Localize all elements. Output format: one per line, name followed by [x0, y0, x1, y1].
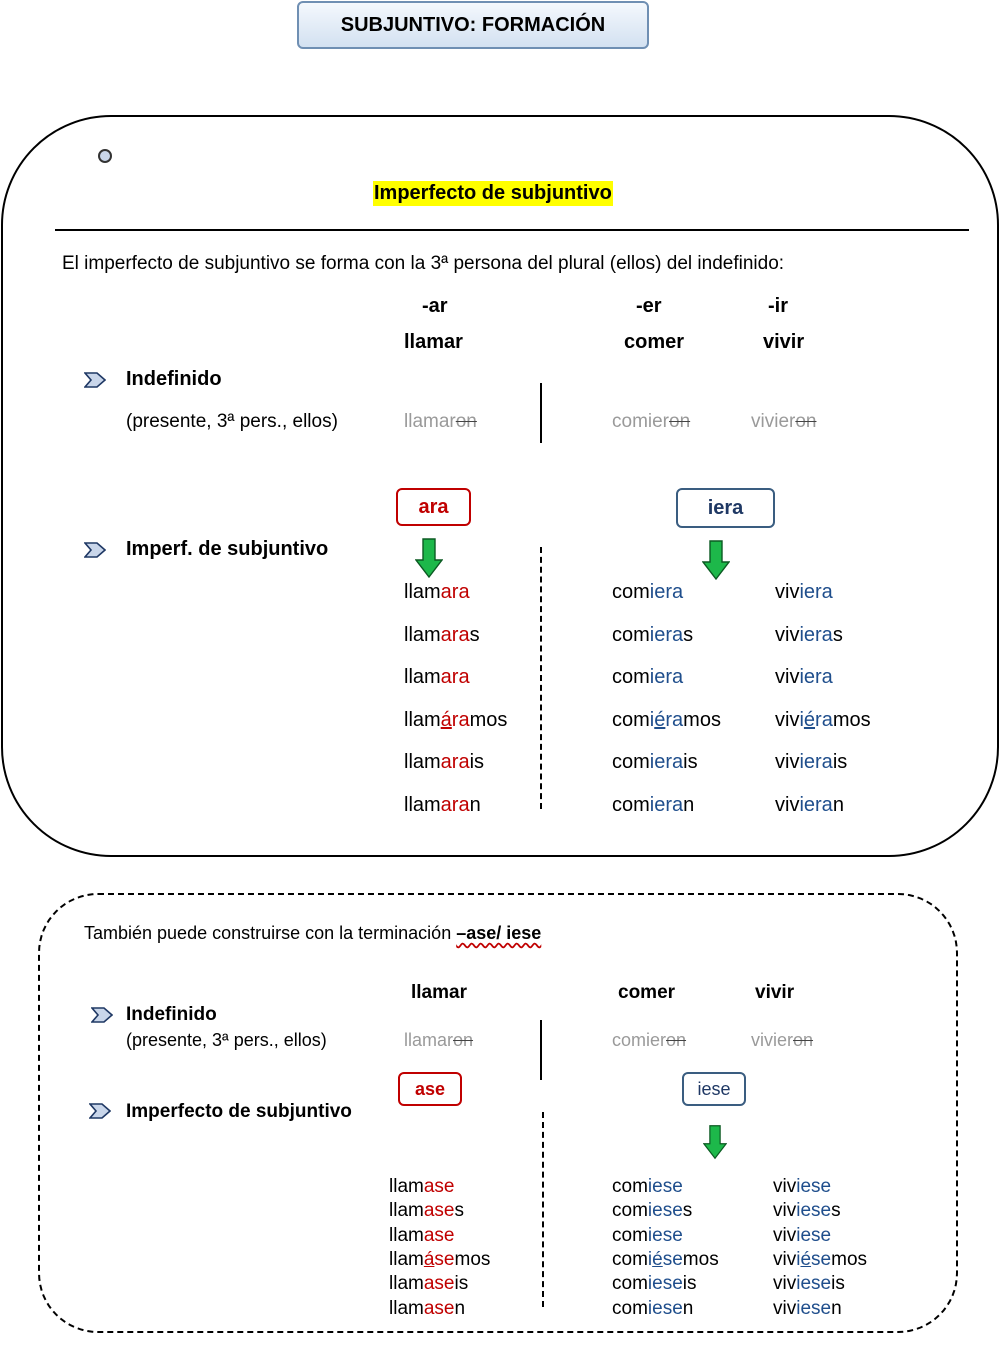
conjugation-row [612, 751, 698, 774]
col-ending-ar: -ar [422, 295, 448, 317]
conjugation-row [773, 1225, 831, 1247]
verb-ending: áse [423, 1248, 455, 1270]
verb-suffix: is [454, 1273, 469, 1295]
verb-stem: viv [773, 1176, 797, 1197]
conjugation-row [404, 709, 507, 732]
ending-box-ara: ara [396, 488, 471, 526]
verb-ending: iera [799, 751, 833, 773]
conjugation-row [775, 794, 844, 817]
arrow-down-icon [703, 1124, 727, 1160]
verb-suffix: is [831, 1273, 845, 1295]
conjugation-row [612, 624, 693, 647]
verb-stem: llam [404, 623, 441, 646]
verb-ending: iése [647, 1248, 683, 1270]
verb-ending: iese [796, 1273, 832, 1295]
verb-ending: iéra [799, 708, 833, 731]
verb-stem: llam [404, 751, 441, 773]
intro-text: El imperfecto de subjuntivo se forma con la 3ª persona del plural (ellos) del indefinido: [62, 253, 785, 274]
verb-ending: ase [423, 1200, 455, 1222]
verb-ending: iese [647, 1224, 683, 1246]
verb-stem: com [612, 623, 650, 646]
conjugation-row [775, 581, 833, 604]
arrow-down-icon [415, 538, 443, 578]
conjugation-row [612, 581, 683, 604]
verb-suffix: mos [683, 708, 721, 731]
verb-stem: llam [389, 1176, 424, 1197]
verb-suffix: s [469, 623, 480, 646]
verb-suffix: s [832, 623, 843, 646]
conjugation-row [389, 1273, 468, 1295]
verb-ending: iera [649, 581, 684, 603]
verb-stem: llam [389, 1248, 424, 1270]
verb-stem: llam [404, 708, 441, 731]
verb-stem: llam [404, 793, 441, 816]
verb-stem: viv [775, 793, 800, 816]
verb-stem: com [612, 793, 650, 816]
verb-ending: iese [796, 1224, 832, 1246]
conjugation-row [404, 666, 470, 689]
imperf-label: Imperf. de subjuntivo [126, 538, 329, 560]
verb-suffix: is [832, 751, 848, 773]
verb-suffix: s [831, 1200, 841, 1222]
section-heading: Imperfecto de subjuntivo [374, 182, 612, 204]
indef2-llamaron: llamaron [404, 1030, 474, 1050]
verb-ending: ara [440, 581, 470, 603]
verb-suffix: mos [832, 708, 871, 731]
verb-ending: iera [649, 666, 684, 688]
col-ending-ir: -ir [768, 295, 788, 317]
verb-stem: com [612, 708, 650, 731]
verb-ending: iese [796, 1176, 832, 1197]
conjugation-row [389, 1225, 454, 1247]
col-verb-vivir: vivir [763, 331, 805, 353]
indefinido2-label: Indefinido [126, 1004, 217, 1025]
conjugation-row [389, 1176, 454, 1198]
column-divider [540, 547, 542, 809]
verb-stem: viv [773, 1297, 797, 1319]
col-ending-er: -er [636, 295, 662, 317]
verb-stem: com [612, 1297, 648, 1319]
verb-suffix: s [683, 623, 694, 646]
indef2-comieron: comieron [612, 1030, 687, 1050]
verb-ending: iese [796, 1297, 832, 1319]
verb-stem: llam [389, 1200, 424, 1222]
verb-stem: llam [404, 666, 441, 688]
verb-stem: viv [773, 1200, 797, 1222]
verb-ending: iése [796, 1248, 832, 1270]
verb-stem: viv [773, 1273, 797, 1295]
conjugation-row [775, 709, 871, 732]
conjugation-row [775, 624, 843, 647]
verb-ending: ase [423, 1224, 455, 1246]
verb-ending: ase [423, 1273, 455, 1295]
verb-ending: iera [649, 793, 684, 816]
bullet-circle-icon [98, 149, 112, 163]
verb-suffix: n [469, 793, 481, 816]
verb-ending: ara [440, 623, 470, 646]
verb-ending: iéra [649, 708, 684, 731]
verb-stem: com [612, 751, 650, 773]
arrow-down-icon [702, 540, 730, 580]
verb-ending: ase [423, 1176, 455, 1197]
verb-suffix: is [469, 751, 485, 773]
conjugation-row [612, 1298, 693, 1320]
conjugation-row [612, 794, 694, 817]
intro2-text: También puede construirse con la terminación –ase/ iese [84, 923, 542, 943]
conjugation-row [389, 1200, 464, 1222]
col2-verb-vivir: vivir [755, 982, 795, 1003]
verb-stem: viv [775, 708, 800, 731]
verb-ending: iera [799, 623, 833, 646]
conjugation-row [775, 751, 847, 774]
verb-ending: iese [647, 1200, 683, 1222]
verb-ending: iera [799, 581, 833, 603]
col-verb-llamar: llamar [404, 331, 463, 353]
indef-vivieron: vivieron [751, 411, 817, 432]
imperf2-label: Imperfecto de subjuntivo [126, 1101, 352, 1122]
chevron-right-icon [91, 1007, 113, 1023]
verb-ending: iera [799, 666, 833, 688]
verb-ending: iese [647, 1297, 683, 1319]
verb-ending: iera [649, 751, 684, 773]
verb-stem: llam [389, 1273, 424, 1295]
conjugation-row [773, 1200, 841, 1222]
verb-stem: com [612, 1248, 648, 1270]
verb-suffix: n [832, 793, 844, 816]
column-divider [540, 383, 542, 443]
verb-suffix: mos [469, 708, 508, 731]
conjugation-row [612, 1200, 692, 1222]
conjugation-row [404, 751, 484, 774]
verb-suffix: n [683, 793, 695, 816]
verb-stem: llam [389, 1297, 424, 1319]
verb-suffix: n [682, 1297, 694, 1319]
conjugation-row [773, 1176, 831, 1198]
verb-stem: viv [775, 581, 800, 603]
verb-ending: iera [799, 793, 833, 816]
indefinido2-sub: (presente, 3ª pers., ellos) [126, 1030, 327, 1050]
col2-verb-llamar: llamar [411, 982, 467, 1003]
column-divider [542, 1112, 544, 1307]
col2-verb-comer: comer [618, 982, 676, 1003]
conjugation-row [404, 624, 480, 647]
verb-suffix: s [682, 1200, 693, 1222]
verb-stem: com [612, 1200, 648, 1222]
ending-box-iese: iese [682, 1072, 746, 1106]
verb-suffix: n [454, 1297, 466, 1319]
conjugation-row [773, 1273, 845, 1295]
verb-stem: viv [775, 666, 800, 688]
indefinido-label: Indefinido [126, 368, 222, 390]
verb-ending: ára [440, 708, 470, 731]
verb-stem: com [612, 1273, 648, 1295]
verb-ending: iese [647, 1273, 683, 1295]
verb-suffix: mos [454, 1248, 491, 1270]
conjugation-row [404, 581, 470, 604]
conjugation-row [404, 794, 481, 817]
verb-ending: iera [649, 623, 684, 646]
verb-suffix: mos [831, 1248, 868, 1270]
ending-box-iera: iera [676, 488, 775, 528]
conjugation-row [389, 1249, 490, 1271]
verb-stem: com [612, 1176, 648, 1197]
verb-ending: ase [423, 1297, 455, 1319]
verb-suffix: is [682, 1273, 697, 1295]
chevron-right-icon [84, 542, 106, 558]
page-title: SUBJUNTIVO: FORMACIÓN [297, 1, 649, 49]
conjugation-row [775, 666, 833, 689]
column-divider [540, 1020, 542, 1080]
verb-suffix: n [831, 1297, 842, 1319]
indef-comieron: comieron [612, 411, 691, 432]
verb-stem: llam [389, 1224, 424, 1246]
conjugation-row [612, 1249, 719, 1271]
verb-stem: viv [773, 1248, 797, 1270]
verb-stem: com [612, 666, 650, 688]
verb-ending: iese [796, 1200, 832, 1222]
indef2-vivieron: vivieron [751, 1030, 814, 1050]
verb-stem: viv [775, 623, 800, 646]
indef-llamaron: llamaron [404, 411, 477, 432]
verb-suffix: s [454, 1200, 464, 1222]
conjugation-row [612, 1273, 697, 1295]
indefinido-sub: (presente, 3ª pers., ellos) [126, 411, 338, 432]
chevron-right-icon [89, 1103, 111, 1119]
verb-ending: ara [440, 793, 470, 816]
conjugation-row [612, 709, 721, 732]
verb-stem: com [612, 581, 650, 603]
conjugation-row [773, 1249, 867, 1271]
verb-stem: viv [773, 1224, 797, 1246]
conjugation-row [612, 666, 683, 689]
verb-stem: com [612, 1224, 648, 1246]
conjugation-row [612, 1225, 683, 1247]
chevron-right-icon [84, 372, 106, 388]
verb-suffix: is [683, 751, 698, 773]
conjugation-row [389, 1298, 465, 1320]
col-verb-comer: comer [624, 331, 685, 353]
section-box-imperfecto [1, 115, 999, 857]
verb-stem: llam [404, 581, 441, 603]
verb-stem: viv [775, 751, 800, 773]
ending-box-ase: ase [398, 1072, 462, 1106]
verb-ending: iese [647, 1176, 683, 1197]
conjugation-row [612, 1176, 683, 1198]
verb-suffix: mos [682, 1248, 719, 1270]
verb-ending: ara [440, 751, 470, 773]
divider [55, 229, 969, 231]
verb-ending: ara [440, 666, 470, 688]
conjugation-row [773, 1298, 842, 1320]
